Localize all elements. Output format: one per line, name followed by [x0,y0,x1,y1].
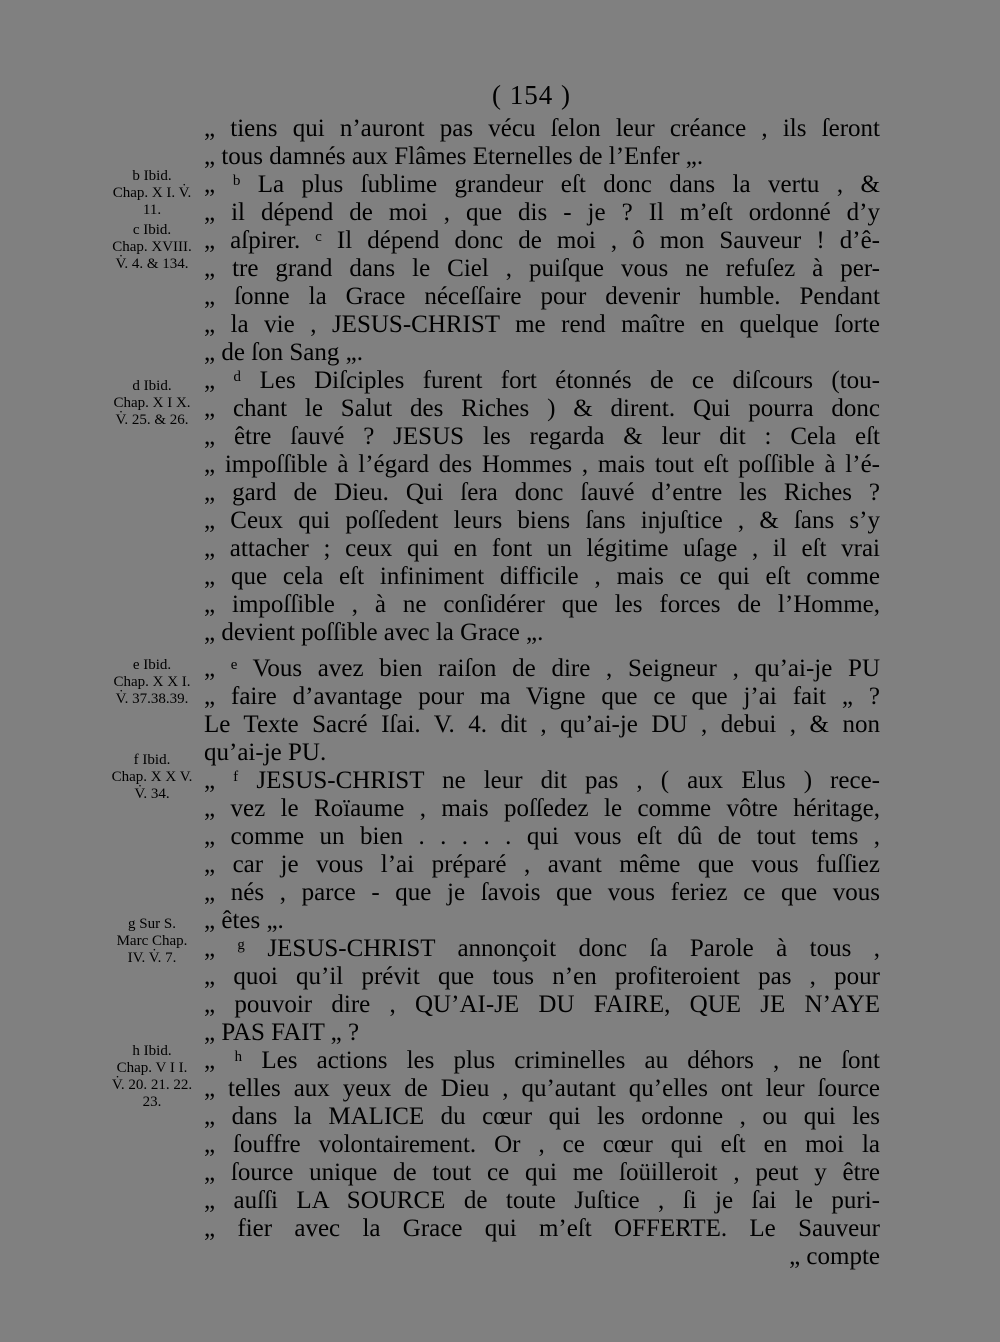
text-line: „ impoſſible à l’égard des Hommes , mais tout eſt poſſible à l’é- [204,451,880,478]
margin-note-line: V̇. 4. & 134. [115,256,189,272]
margin-note-line: V̇. 20. 21. 22. [111,1077,193,1093]
text-line: „ la vie , JESUS-CHRIST me rend maître en quelque ſorte [204,311,880,338]
text-line: „ car je vous l’ai préparé , avant même que vous fuſſiez [204,851,880,878]
text-line: „ de ſon Sang „. [204,339,363,366]
margin-note [100,657,204,708]
text-line: „ faire d’avantage pour ma Vigne que ce que j’ai fait „ ? [204,683,880,710]
margin-note-line: V̇. 25. & 26. [115,412,189,428]
margin-note-line: Chap. X I. V̇. [112,185,192,201]
margin-note-line: Chap. X X I. [113,674,191,690]
margin-note [100,752,204,803]
text-line: „ aſpirer. ᶜ Il dépend donc de moi , ô mon Sauveur ! d’ê- [204,227,880,254]
margin-note [100,378,204,429]
margin-note-line: Marc Chap. [116,933,188,949]
text-line: „ comme un bien . . . . . qui vous eſt dû de tout tems , [204,823,880,850]
text-line: „ tous damnés aux Flâmes Eternelles de l’Enfer „. [204,143,704,170]
margin-note-line: e Ibid. [132,657,172,673]
text-line: „ devient poſſible avec la Grace „. [204,619,544,646]
text-line: „ compte [789,1243,880,1270]
text-line: „ ᵉ Vous avez bien raiſon de dire , Seigneur , qu’ai-je PU [204,655,880,682]
margin-note-line: Chap. X I X. [113,395,191,411]
text-line: „ ſouffre volontairement. Or , ce cœur qui eſt en moi la [204,1131,880,1158]
margin-note [100,222,204,273]
text-line: qu’ai-je PU. [204,739,327,766]
margin-note-line: V̇. 37.38.39. [115,691,189,707]
text-line: „ quoi qu’il prévit que tous n’en profiteroient pas , pour [204,963,880,990]
margin-note [100,168,204,219]
text-line: „ gard de Dieu. Qui ſera donc ſauvé d’entre les Riches ? [204,479,880,506]
text-line: „ vez le Roïaume , mais poſſedez le comme vôtre héritage, [204,795,880,822]
margin-note [100,916,204,967]
margin-note-line: d Ibid. [132,378,172,394]
text-line: „ pouvoir dire , QU’AI-JE DU FAIRE, QUE JE N’AYE [204,991,880,1018]
text-line: „ ᵈ Les Diſciples furent fort étonnés de ce diſcours (tou- [204,367,880,394]
text-line: „ ᶠ JESUS-CHRIST ne leur dit pas , ( aux Elus ) rece- [204,767,880,794]
margin-note-line: Chap. V I I. [116,1060,188,1076]
text-line: „ nés , parce - que je ſavois que vous feriez ce que vous [204,879,880,906]
text-line: „ attacher ; ceux qui en font un légitime uſage , il eſt vrai [204,535,880,562]
text-line: „ que cela eſt infiniment difficile , mais ce qui eſt comme [204,563,880,590]
text-line: „ ᵇ La plus ſublime grandeur eſt donc dans la vertu , & [204,171,880,198]
margin-note-line: Chap. X X V. [111,769,193,785]
margin-note-line: h Ibid. [132,1043,172,1059]
text-line: „ ᵍ JESUS-CHRIST annonçoit donc ſa Parole à tous , [204,935,880,962]
margin-note-line: f Ibid. [133,752,171,768]
text-line: „ auſſi LA SOURCE de toute Juſtice , ſi je ſai le puri- [204,1187,880,1214]
text-line: „ ʰ Les actions les plus criminelles au déhors , ne ſont [204,1047,880,1074]
text-line: „ chant le Salut des Riches ) & dirent. Qui pourra donc [204,395,880,422]
margin-note-line: c Ibid. [132,222,172,238]
margin-note-line: 23. [142,1094,162,1110]
text-line: „ être ſauvé ? JESUS les regarda & leur dit : Cela eſt [204,423,880,450]
text-line: „ tre grand dans le Ciel , puiſque vous ne refuſez à per- [204,255,880,282]
text-line: „ ſource unique de tout ce qui me ſoüilleroit , peut y être [204,1159,880,1186]
text-line: „ telles aux yeux de Dieu , qu’autant qu’elles ont leur ſource [204,1075,880,1102]
margin-note-line: g Sur S. [128,916,176,932]
text-line: „ ſonne la Grace néceſſaire pour devenir humble. Pendant [204,283,880,310]
page-number: ( 154 ) [492,80,571,110]
margin-note [100,1043,204,1111]
margin-note-line: IV. V̇. 7. [127,950,177,966]
margin-note-line: 11. [142,202,162,218]
margin-note-line: V̇. 34. [134,786,170,802]
text-line: „ fier avec la Grace qui m’eſt OFFERTE. Le Sauveur [204,1215,880,1242]
text-line: „ êtes „. [204,907,284,934]
text-line: „ tiens qui n’auront pas vécu ſelon leur créance , ils ſeront [204,115,880,142]
margin-note-line: b Ibid. [132,168,172,184]
text-line: „ Ceux qui poſſedent leurs biens ſans injuſtice , & ſans s’y [204,507,880,534]
margin-note-line: Chap. XVIII. [112,239,192,255]
text-line: „ il dépend de moi , que dis - je ? Il m’eſt ordonné d’y [204,199,880,226]
text-line: „ dans la MALICE du cœur qui les ordonne , ou qui les [204,1103,880,1130]
text-line: „ PAS FAIT „ ? [204,1019,360,1046]
text-line: „ impoſſible , à ne conſidérer que les forces de l’Homme, [204,591,880,618]
text-line: Le Texte Sacré Iſai. V. 4. dit , qu’ai-je DU , debui , & non [204,711,880,738]
